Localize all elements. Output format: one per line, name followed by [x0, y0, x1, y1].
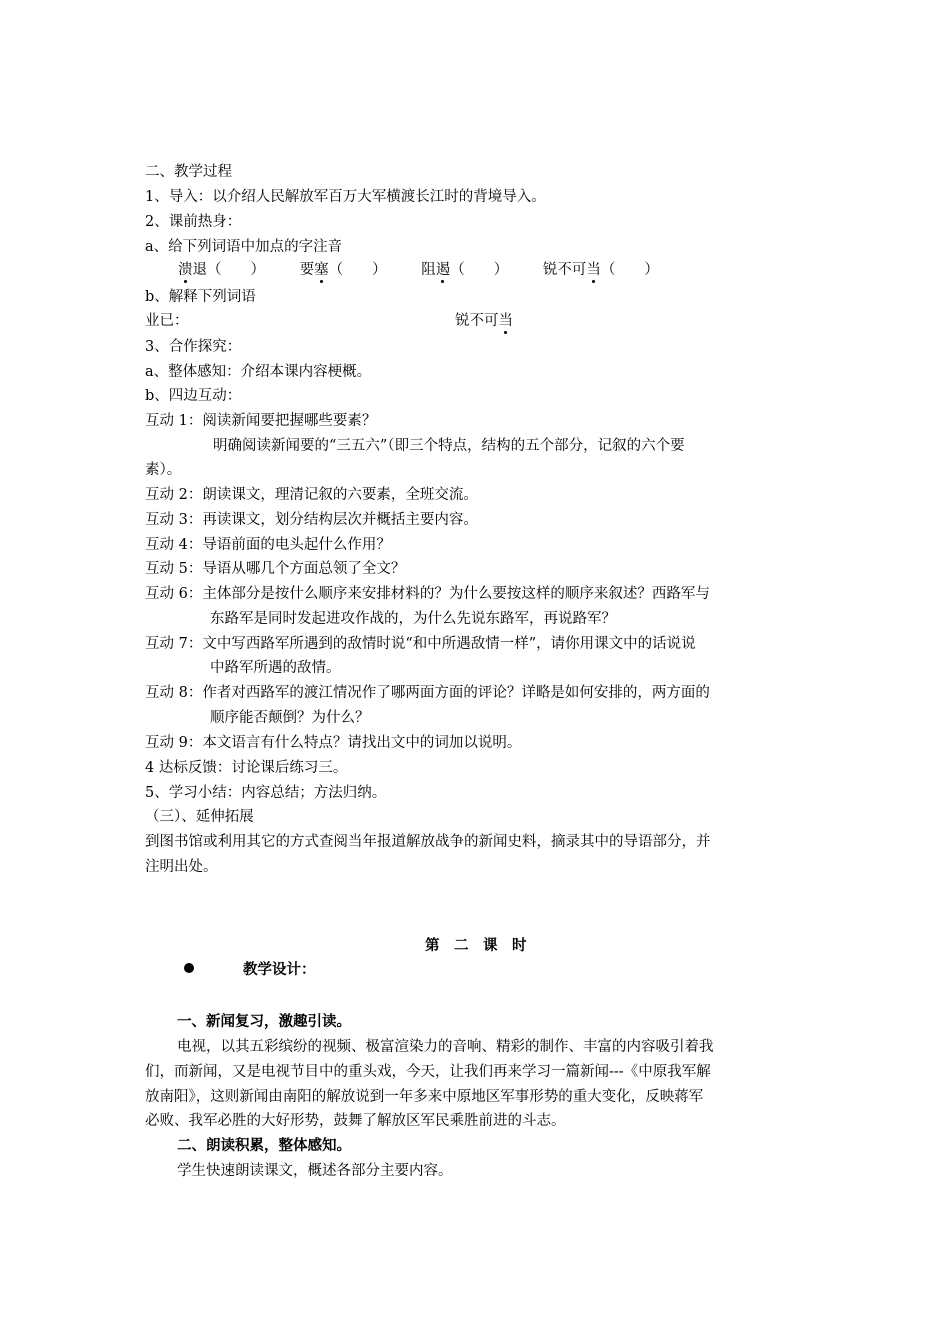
- design-heading: 教学设计：: [243, 961, 316, 978]
- section-heading: 一、新闻复习，激趣引读。: [177, 1013, 351, 1030]
- interaction-item-cont: 明确阅读新闻要的“三五六”（即三个特点，结构的五个部分，记叙的六个要: [213, 438, 685, 454]
- interaction-item: 互动 2：朗读课文，理清记叙的六要素，全班交流。: [145, 487, 478, 503]
- interaction-item: 互动 1：阅读新闻要把握哪些要素？: [145, 413, 377, 429]
- interaction-item: 互动 5：导语从哪几个方面总领了全文？: [145, 561, 406, 577]
- word-4: 锐不可当: [542, 262, 601, 278]
- interaction-item: 互动 6：主体部分是按什么顺序来安排材料的？为什么要按这样的顺序来叙述？西路军与: [145, 586, 710, 602]
- text-line: a、整体感知：介绍本课内容梗概。: [145, 364, 372, 380]
- lesson-title: 第 二 课 时: [425, 937, 527, 954]
- text-line: b、解释下列词语: [145, 289, 256, 305]
- text-line: b、四边互动：: [145, 388, 242, 404]
- interaction-item-cont: 中路军所遇的敌情。: [210, 660, 341, 676]
- interaction-item: 互动 7：文中写西路军所遇到的敌情时说“和中所遇敌情一样”，请你用课文中的话说说: [145, 636, 696, 652]
- interaction-item: 互动 9：本文语言有什么特点？请找出文中的词加以说明。: [145, 735, 522, 751]
- section-heading: （三）、延伸拓展: [145, 809, 254, 825]
- text-line: 1、导入：以介绍人民解放军百万大军横渡长江时的背境导入。: [145, 189, 546, 205]
- interaction-item-cont: 东路军是同时发起进攻作战的，为什么先说东路军，再说路军？: [210, 611, 616, 627]
- paragraph-line: 们，而新闻，又是电视节目中的重头戏，今天，让我们再来学习一篇新闻---《中原我军解: [145, 1064, 711, 1080]
- text-line: 4 达标反馈：讨论课后练习三。: [145, 760, 348, 776]
- paragraph-line: 学生快速朗读课文，概述各部分主要内容。: [177, 1163, 453, 1179]
- word-1: 溃退: [178, 262, 207, 278]
- text-line: 3、合作探究：: [145, 339, 242, 355]
- interaction-item: 互动 4：导语前面的电头起什么作用？: [145, 537, 391, 553]
- text-line: 5、学习小结：内容总结；方法归纳。: [145, 785, 387, 801]
- pinyin-exercise-row: 溃退（ ） 要塞（ ） 阻遏（ ） 锐不可当（ ）: [178, 262, 659, 278]
- interaction-item: 互动 3：再读课文，划分结构层次并概括主要内容。: [145, 512, 478, 528]
- interaction-item-cont: 素）。: [145, 462, 182, 478]
- bullet-icon: [184, 963, 194, 973]
- text-line: 到图书馆或利用其它的方式查阅当年报道解放战争的新闻史料，摘录其中的导语部分，并: [145, 834, 711, 850]
- text-line: a、给下列词语中加点的字注音: [145, 239, 343, 255]
- word-2: 要塞: [299, 262, 329, 278]
- definition-label: 业已：: [145, 313, 189, 329]
- section-heading: 二、教学过程: [145, 164, 232, 180]
- word-3: 阻遏: [421, 262, 451, 278]
- interaction-item: 互动 8：作者对西路军的渡江情况作了哪两面方面的评论？详略是如何安排的，两方面的: [145, 685, 710, 701]
- section-heading: 二、朗读积累，整体感知。: [177, 1137, 351, 1154]
- paragraph-line: 电视，以其五彩缤纷的视频、极富渲染力的音响、精彩的制作、丰富的内容吸引着我: [177, 1039, 714, 1055]
- text-line: 2、课前热身：: [145, 214, 242, 230]
- text-line: 注明出处。: [145, 859, 218, 875]
- paragraph-line: 放南阳》，这则新闻由南阳的解放说到一年多来中原地区军事形势的重大变化，反映蒋军: [145, 1089, 704, 1105]
- paragraph-line: 必败、我军必胜的大好形势，鼓舞了解放区军民乘胜前进的斗志。: [145, 1113, 566, 1129]
- interaction-item-cont: 顺序能否颠倒？为什么？: [210, 710, 370, 726]
- definition-label: 锐不可当: [455, 313, 513, 329]
